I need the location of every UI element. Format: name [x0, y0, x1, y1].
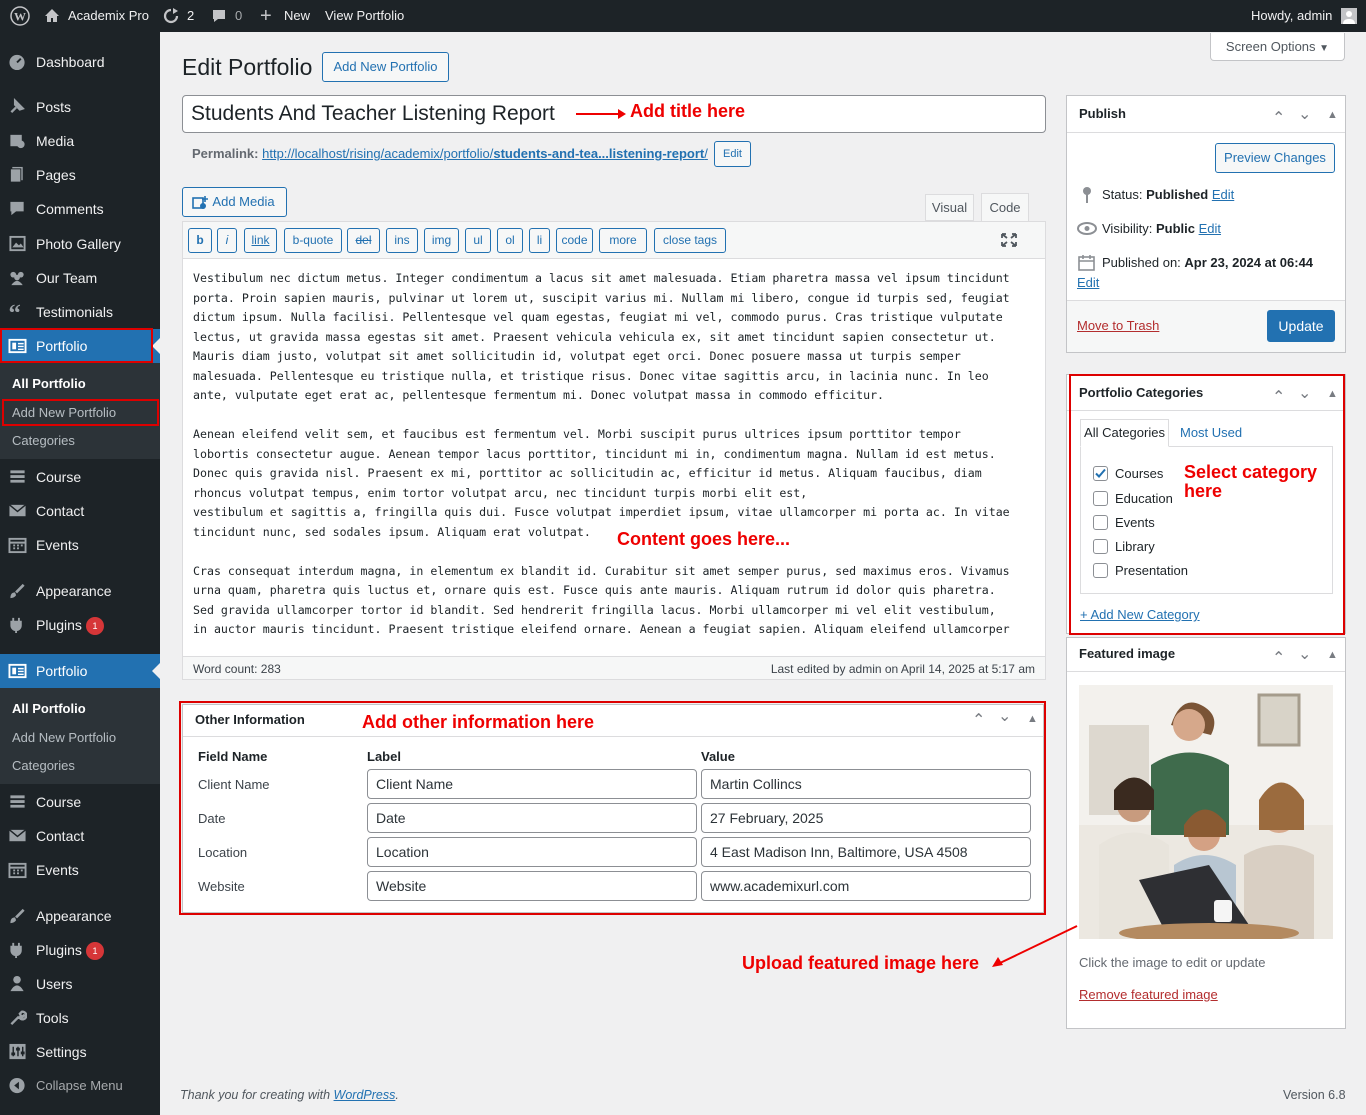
sidebar-item-label: Tools	[36, 1010, 69, 1026]
brush-icon	[8, 907, 27, 925]
admin-bar	[0, 0, 1366, 32]
pin-icon	[8, 98, 27, 116]
tab-visual[interactable]: Visual	[925, 194, 974, 221]
chevron-down-icon[interactable]: ⌄	[1298, 646, 1312, 663]
sidebar-item-label: Portfolio	[36, 663, 88, 679]
featured-image-hint: Click the image to edit or update	[1079, 955, 1266, 970]
screen-options-label: Screen Options	[1225, 39, 1316, 54]
chevron-down-icon[interactable]: ⌄	[1298, 106, 1312, 123]
category-label: Library	[1115, 539, 1155, 554]
chevron-up-icon[interactable]: ⌃	[1272, 650, 1286, 667]
sidebar-item-label: Appearance	[36, 583, 112, 599]
sidebar-item-plugins[interactable]	[0, 933, 160, 967]
published-value: Apr 23, 2024 at 06:44	[1184, 255, 1314, 270]
content-line: Donec quis gravida nisl. Praesent ex mi, porttitor ac sollicitudin ac, efficitur id metus. Aliquam faucibus, diam	[193, 466, 982, 480]
sidebar-item-comments[interactable]	[0, 192, 160, 226]
category-label: Presentation	[1115, 563, 1188, 578]
published-row	[1102, 255, 1313, 270]
sidebar-item-label: Portfolio	[36, 338, 88, 354]
sidebar-item-label: Contact	[36, 828, 85, 844]
user-avatar-icon	[1341, 8, 1357, 24]
content-line: Cras consequat interdum magna, in elementum ex blandit id. Curabitur sit amet semper purus, sed maximus eros. Vivamus	[193, 563, 1010, 578]
list-icon	[8, 468, 27, 486]
comments-icon[interactable]	[211, 8, 227, 24]
sidebar-item-label: Plugins	[36, 942, 82, 958]
add-media-label: Add Media	[212, 194, 275, 209]
permalink	[192, 146, 708, 161]
sidebar-item-label: Plugins	[36, 617, 82, 633]
submenu-item[interactable]: Add New Portfolio	[12, 405, 117, 420]
submenu-item[interactable]: Categories	[12, 433, 75, 448]
team-icon	[8, 269, 27, 287]
preview-changes-button[interactable]: Preview Changes	[1215, 143, 1335, 173]
content-line: urna quam, pharetra quis luctus et, ornare quis est. Fusce quis ante mauris. Aliquam rutrum id dolor quis pharetra.	[193, 583, 996, 597]
quicktag-li-button[interactable]: li	[529, 228, 550, 253]
featured-image-photo[interactable]	[1079, 685, 1333, 939]
mail-icon	[8, 502, 27, 520]
chevron-down-icon[interactable]: ⌄	[998, 708, 1012, 725]
list-icon	[8, 793, 27, 811]
fullscreen-icon[interactable]	[1000, 232, 1018, 248]
sidebar-item-appearance[interactable]	[0, 899, 160, 933]
gallery-icon	[8, 235, 27, 253]
footer-thanks	[180, 1088, 399, 1102]
col-label: Label	[367, 749, 401, 764]
permalink-edit-button[interactable]: Edit	[714, 141, 751, 167]
plugin-icon	[8, 941, 27, 959]
quicktag-ins-button[interactable]: ins	[386, 228, 418, 253]
category-label: Courses	[1115, 466, 1164, 481]
content-line	[193, 406, 1038, 426]
field-name: Website	[198, 879, 245, 894]
col-value: Value	[701, 749, 735, 764]
tab-code[interactable]: Code	[981, 193, 1029, 222]
brush-icon	[8, 582, 27, 600]
comments-icon	[8, 200, 27, 218]
quicktag-b-quote-button[interactable]: b-quote	[284, 228, 342, 253]
divider	[183, 736, 1043, 737]
editor-status-bar	[183, 656, 1045, 679]
category-checkbox[interactable]	[1093, 539, 1108, 554]
move-to-trash-link[interactable]: Move to Trash	[1077, 318, 1160, 333]
sidebar-item-label: Our Team	[36, 270, 98, 286]
submenu-item[interactable]: Categories	[12, 758, 75, 773]
sidebar-item-portfolio-2[interactable]	[0, 654, 160, 688]
sidebar-item-tools[interactable]	[0, 1001, 160, 1035]
dashboard-icon	[8, 53, 27, 71]
portfolio-icon	[8, 662, 27, 680]
submenu-item[interactable]: All Portfolio	[12, 376, 86, 391]
sidebar-item-appearance[interactable]	[0, 574, 160, 608]
checkmark-icon	[1094, 467, 1107, 480]
chevron-up-icon[interactable]: ⌃	[972, 712, 986, 729]
divider	[1067, 671, 1345, 672]
quicktag-code-button[interactable]: code	[556, 228, 593, 253]
sidebar-item-plugins[interactable]	[0, 608, 160, 642]
content-line: ante, vulputate eget erat ac, pellentesque fermentum mi. Donec volutpat massa in commodo efficitur.	[193, 388, 885, 402]
sidebar-item-posts[interactable]	[0, 90, 160, 124]
sidebar-item-contact[interactable]	[0, 494, 160, 528]
chevron-down-icon[interactable]: ⌄	[1298, 385, 1312, 402]
last-edited: Last edited by admin on April 14, 2025 at 5:17 am	[770, 662, 1035, 676]
toggle-panel-icon[interactable]: ▲	[1327, 109, 1338, 121]
quicktag-ol-button[interactable]: ol	[497, 228, 523, 253]
content-line	[193, 542, 1038, 562]
content-line: in auctor mauris tincidunt. Praesent tristique eleifend ornare. Aenean a feugiat sapien. Aliquam eleifend ullamcorper	[193, 622, 1010, 636]
label-input[interactable]: Website	[367, 871, 697, 901]
add-media-icon	[192, 195, 209, 211]
avatar[interactable]	[1341, 8, 1357, 24]
sidebar-item-label: Appearance	[36, 908, 112, 924]
quicktag-close-tags-button[interactable]: close tags	[654, 228, 726, 253]
status-edit-link[interactable]: Edit	[1211, 187, 1235, 202]
sidebar-item-portfolio[interactable]	[0, 329, 160, 363]
sidebar-item-users[interactable]	[0, 967, 160, 1001]
svg-text:W: W	[14, 9, 26, 24]
sidebar-item-testimonials[interactable]	[0, 295, 160, 329]
sidebar-item-label: Media	[36, 133, 75, 149]
quicktag-img-button[interactable]: img	[424, 228, 459, 253]
other-information-title: Other Information	[195, 712, 305, 727]
quicktag-b-button[interactable]: b	[188, 228, 212, 253]
content-line: lobortis consectetur augue. Aenean tempor lacus porttitor, tincidunt mi in, condimentum magna. Nullam id est metus.	[193, 446, 996, 461]
sidebar-item-label: Events	[36, 862, 79, 878]
portfolio-icon	[8, 337, 27, 355]
publish-title: Publish	[1079, 106, 1126, 121]
category-checkbox[interactable]	[1093, 515, 1108, 530]
content-textarea[interactable]	[193, 269, 1038, 642]
category-checkbox[interactable]	[1093, 466, 1108, 481]
field-name: Date	[198, 811, 226, 826]
label-input[interactable]: Location	[367, 837, 697, 867]
permalink-url[interactable]	[262, 146, 708, 161]
title-input-value: Students And Teacher Listening Report	[191, 102, 555, 125]
calendar-icon	[1078, 254, 1095, 271]
version: Version 6.8	[1283, 1088, 1346, 1102]
category-label: Events	[1115, 515, 1155, 530]
divider	[1067, 410, 1345, 411]
annotation-category: Select category here	[1184, 462, 1318, 501]
caret-down-icon: ▼	[1319, 43, 1330, 54]
sidebar-item-label: Comments	[36, 201, 104, 217]
visibility-eye-icon	[1077, 222, 1097, 235]
new-content-link[interactable]: New	[284, 8, 311, 23]
content-line: tincidunt nunc, sed sodales ipsum. Aliquam erat volutpat.	[193, 524, 591, 539]
tab-all-categories[interactable]: All Categories	[1080, 419, 1169, 447]
sidebar-item-events[interactable]	[0, 528, 160, 562]
sidebar-item-label: Testimonials	[36, 304, 114, 320]
sidebar-item-label: Events	[36, 537, 79, 553]
sidebar-item-dashboard[interactable]	[0, 45, 160, 79]
sidebar-item-label: Users	[36, 976, 73, 992]
wordpress-logo-icon[interactable]	[10, 6, 30, 26]
sidebar-item-pages[interactable]	[0, 158, 160, 192]
arrow-left-icon	[990, 925, 1078, 969]
sidebar-item-label: Dashboard	[36, 54, 105, 70]
categories-title: Portfolio Categories	[1079, 385, 1204, 400]
sidebar-item-settings[interactable]	[0, 1035, 160, 1069]
update-button[interactable]: Update	[1267, 310, 1335, 342]
status-label: Status:	[1102, 187, 1143, 202]
site-name-link[interactable]: Academix Pro	[68, 8, 149, 23]
media-icon	[8, 132, 27, 150]
category-checkbox[interactable]	[1093, 491, 1108, 506]
content-line: lectus, ut gravida massa egestas sit amet. Praesent vehicula vehicula ex, sit amet tincidunt sapien consectetur ut.	[193, 329, 996, 344]
pages-icon	[8, 166, 27, 184]
arrow-right-icon	[575, 107, 627, 121]
category-label: Education	[1115, 491, 1173, 506]
value-input[interactable]: www.academixurl.com	[701, 871, 1031, 901]
collapse-icon	[8, 1077, 27, 1095]
updates-count[interactable]: 2	[187, 8, 195, 23]
collapse-menu-button[interactable]	[0, 1069, 160, 1103]
quicktag-more-button[interactable]: more	[599, 228, 647, 253]
field-name: Client Name	[198, 777, 270, 792]
featured-image-title: Featured image	[1079, 646, 1176, 661]
content-line: Vestibulum nec dictum metus. Integer condimentum a lacus sit amet malesuada. Etiam pharetra massa vel ipsum tincidunt	[193, 271, 1010, 285]
updates-icon[interactable]	[163, 8, 179, 24]
value-input[interactable]: Martin Collincs	[701, 769, 1031, 799]
toggle-panel-icon[interactable]: ▲	[1027, 713, 1038, 725]
add-media-button[interactable]	[182, 187, 287, 217]
status-value: Published	[1146, 187, 1209, 202]
submenu-item[interactable]: All Portfolio	[12, 701, 86, 716]
annotation-other: Add other information here	[362, 712, 595, 732]
sidebar-item-contact[interactable]	[0, 819, 160, 853]
content-line: rhoncus volutpat tempus, enim tortor volutpat arcu, nec tincidunt turpis morbi elit est,	[193, 485, 808, 500]
visibility-edit-link[interactable]: Edit	[1198, 221, 1222, 236]
add-new-portfolio-button[interactable]: Add New Portfolio	[322, 52, 449, 82]
calendar-icon	[8, 536, 27, 554]
sidebar-item-label: Course	[36, 469, 82, 485]
content-line: porta. Proin sapien mauris, pulvinar ut lorem ut, suscipit varius mi. Nullam mi libero, congue id turpis sed, feugiat	[193, 290, 1010, 305]
toggle-panel-icon[interactable]: ▲	[1327, 388, 1338, 400]
permalink-end: /	[704, 146, 708, 161]
annotation-title: Add title here	[630, 101, 746, 121]
permalink-base: http://localhost/rising/academix/portfolio/	[262, 146, 494, 161]
category-checkbox[interactable]	[1093, 563, 1108, 578]
view-portfolio-link[interactable]: View Portfolio	[325, 8, 405, 23]
comments-count[interactable]: 0	[235, 8, 243, 23]
field-name: Location	[198, 845, 248, 860]
annotation-image: Upload featured image here	[742, 953, 980, 973]
svg-text:“: “	[8, 303, 21, 321]
sidebar-item-label: Pages	[36, 167, 76, 183]
sidebar-item-label: Course	[36, 794, 82, 810]
sidebar-item-our-team[interactable]	[0, 261, 160, 295]
plugin-icon	[8, 616, 27, 634]
status-row	[1102, 187, 1234, 202]
howdy-user[interactable]: Howdy, admin	[1251, 8, 1333, 23]
users-icon	[8, 975, 27, 993]
screen-options-button[interactable]	[1210, 33, 1345, 61]
visibility-label: Visibility:	[1102, 221, 1153, 236]
permalink-slug: students-and-tea...listening-report	[493, 146, 705, 161]
remove-featured-image-link[interactable]: Remove featured image	[1079, 987, 1218, 1002]
submenu-item[interactable]: Add New Portfolio	[12, 730, 117, 745]
annotation-content: Content goes here...	[617, 529, 791, 549]
chevron-up-icon[interactable]: ⌃	[1272, 389, 1286, 406]
calendar-icon	[8, 861, 27, 879]
sidebar-item-media[interactable]	[0, 124, 160, 158]
sidebar-item-photo-gallery[interactable]	[0, 227, 160, 261]
divider	[1067, 132, 1345, 133]
sidebar-item-course[interactable]	[0, 460, 160, 494]
add-new-category-link[interactable]: + Add New Category	[1080, 607, 1200, 622]
content-line: Mauris diam justo, volutpat sit amet sollicitudin id, volutpat eget orci. Donec posuere massa ut turpis semper	[193, 349, 961, 363]
published-edit-link[interactable]: Edit	[1077, 275, 1100, 290]
content-line: vestibulum et sagittis a, fringilla quis dui. Fusce volutpat imperdiet ipsum, vitae ullamcorper mi porta ac. In vitae	[193, 505, 1010, 519]
quicktag-ul-button[interactable]: ul	[465, 228, 491, 253]
pin-icon	[1081, 186, 1093, 203]
quote-icon	[8, 303, 27, 321]
chevron-up-icon[interactable]: ⌃	[1272, 110, 1286, 127]
wrench-icon	[8, 1009, 27, 1027]
toggle-panel-icon[interactable]: ▲	[1327, 649, 1338, 661]
value-input[interactable]: 4 East Madison Inn, Baltimore, USA 4508	[701, 837, 1031, 867]
visibility-row	[1102, 221, 1221, 236]
sidebar-item-label: Contact	[36, 503, 85, 519]
col-field-name: Field Name	[198, 749, 268, 764]
mail-icon	[8, 827, 27, 845]
content-line: dictum ipsum. Nulla facilisi. Pellentesque vel quam egestas, feugiat mi vel, commodo purus. Cras tristique vulputate	[193, 310, 1003, 324]
footer-thanks-suffix: .	[395, 1088, 399, 1102]
content-line: Sed gravida ullamcorper tortor id blandit. Sed hendrerit fringilla lacus. Morbi ullamcorper mi vel elit vestibulum,	[193, 602, 996, 617]
plugins-update-badge: 1	[86, 942, 104, 960]
sidebar-item-label: Posts	[36, 99, 72, 115]
quicktag-link-button[interactable]: link	[244, 228, 277, 253]
label-input[interactable]: Date	[367, 803, 697, 833]
visibility-value: Public	[1155, 221, 1195, 236]
value-input[interactable]: 27 February, 2025	[701, 803, 1031, 833]
sidebar-item-label: Settings	[36, 1044, 87, 1060]
sidebar-item-label: Photo Gallery	[36, 236, 121, 252]
label-input[interactable]: Client Name	[367, 769, 697, 799]
sidebar-item-course[interactable]	[0, 785, 160, 819]
permalink-label: Permalink:	[192, 146, 259, 161]
quicktag-del-button[interactable]: del	[347, 228, 380, 253]
word-count: Word count: 283	[193, 662, 281, 676]
published-label: Published on:	[1102, 255, 1181, 270]
footer-thanks-prefix: Thank you for creating with	[180, 1088, 334, 1102]
settings-icon	[8, 1043, 27, 1061]
content-line: malesuada. Pellentesque eu tristique nulla, et tristique risus. Donec vitae sagittis arcu, in lacinia nunc. In leo	[193, 368, 989, 383]
content-line: Aenean eleifend velit sem, et faucibus est fermentum vel. Morbi suscipit purus ultrices ipsum porttitor tempor	[193, 427, 961, 441]
quicktag-i-button[interactable]: i	[217, 228, 237, 253]
wordpress-link[interactable]: WordPress	[333, 1088, 396, 1102]
home-icon[interactable]	[44, 8, 60, 24]
collapse-menu-label: Collapse Menu	[36, 1078, 123, 1093]
plus-icon[interactable]: +	[260, 5, 272, 27]
sidebar-item-events[interactable]	[0, 853, 160, 887]
plugins-update-badge: 1	[86, 617, 104, 635]
tab-most-used[interactable]: Most Used	[1180, 425, 1243, 440]
page-title: Edit Portfolio	[182, 54, 313, 80]
